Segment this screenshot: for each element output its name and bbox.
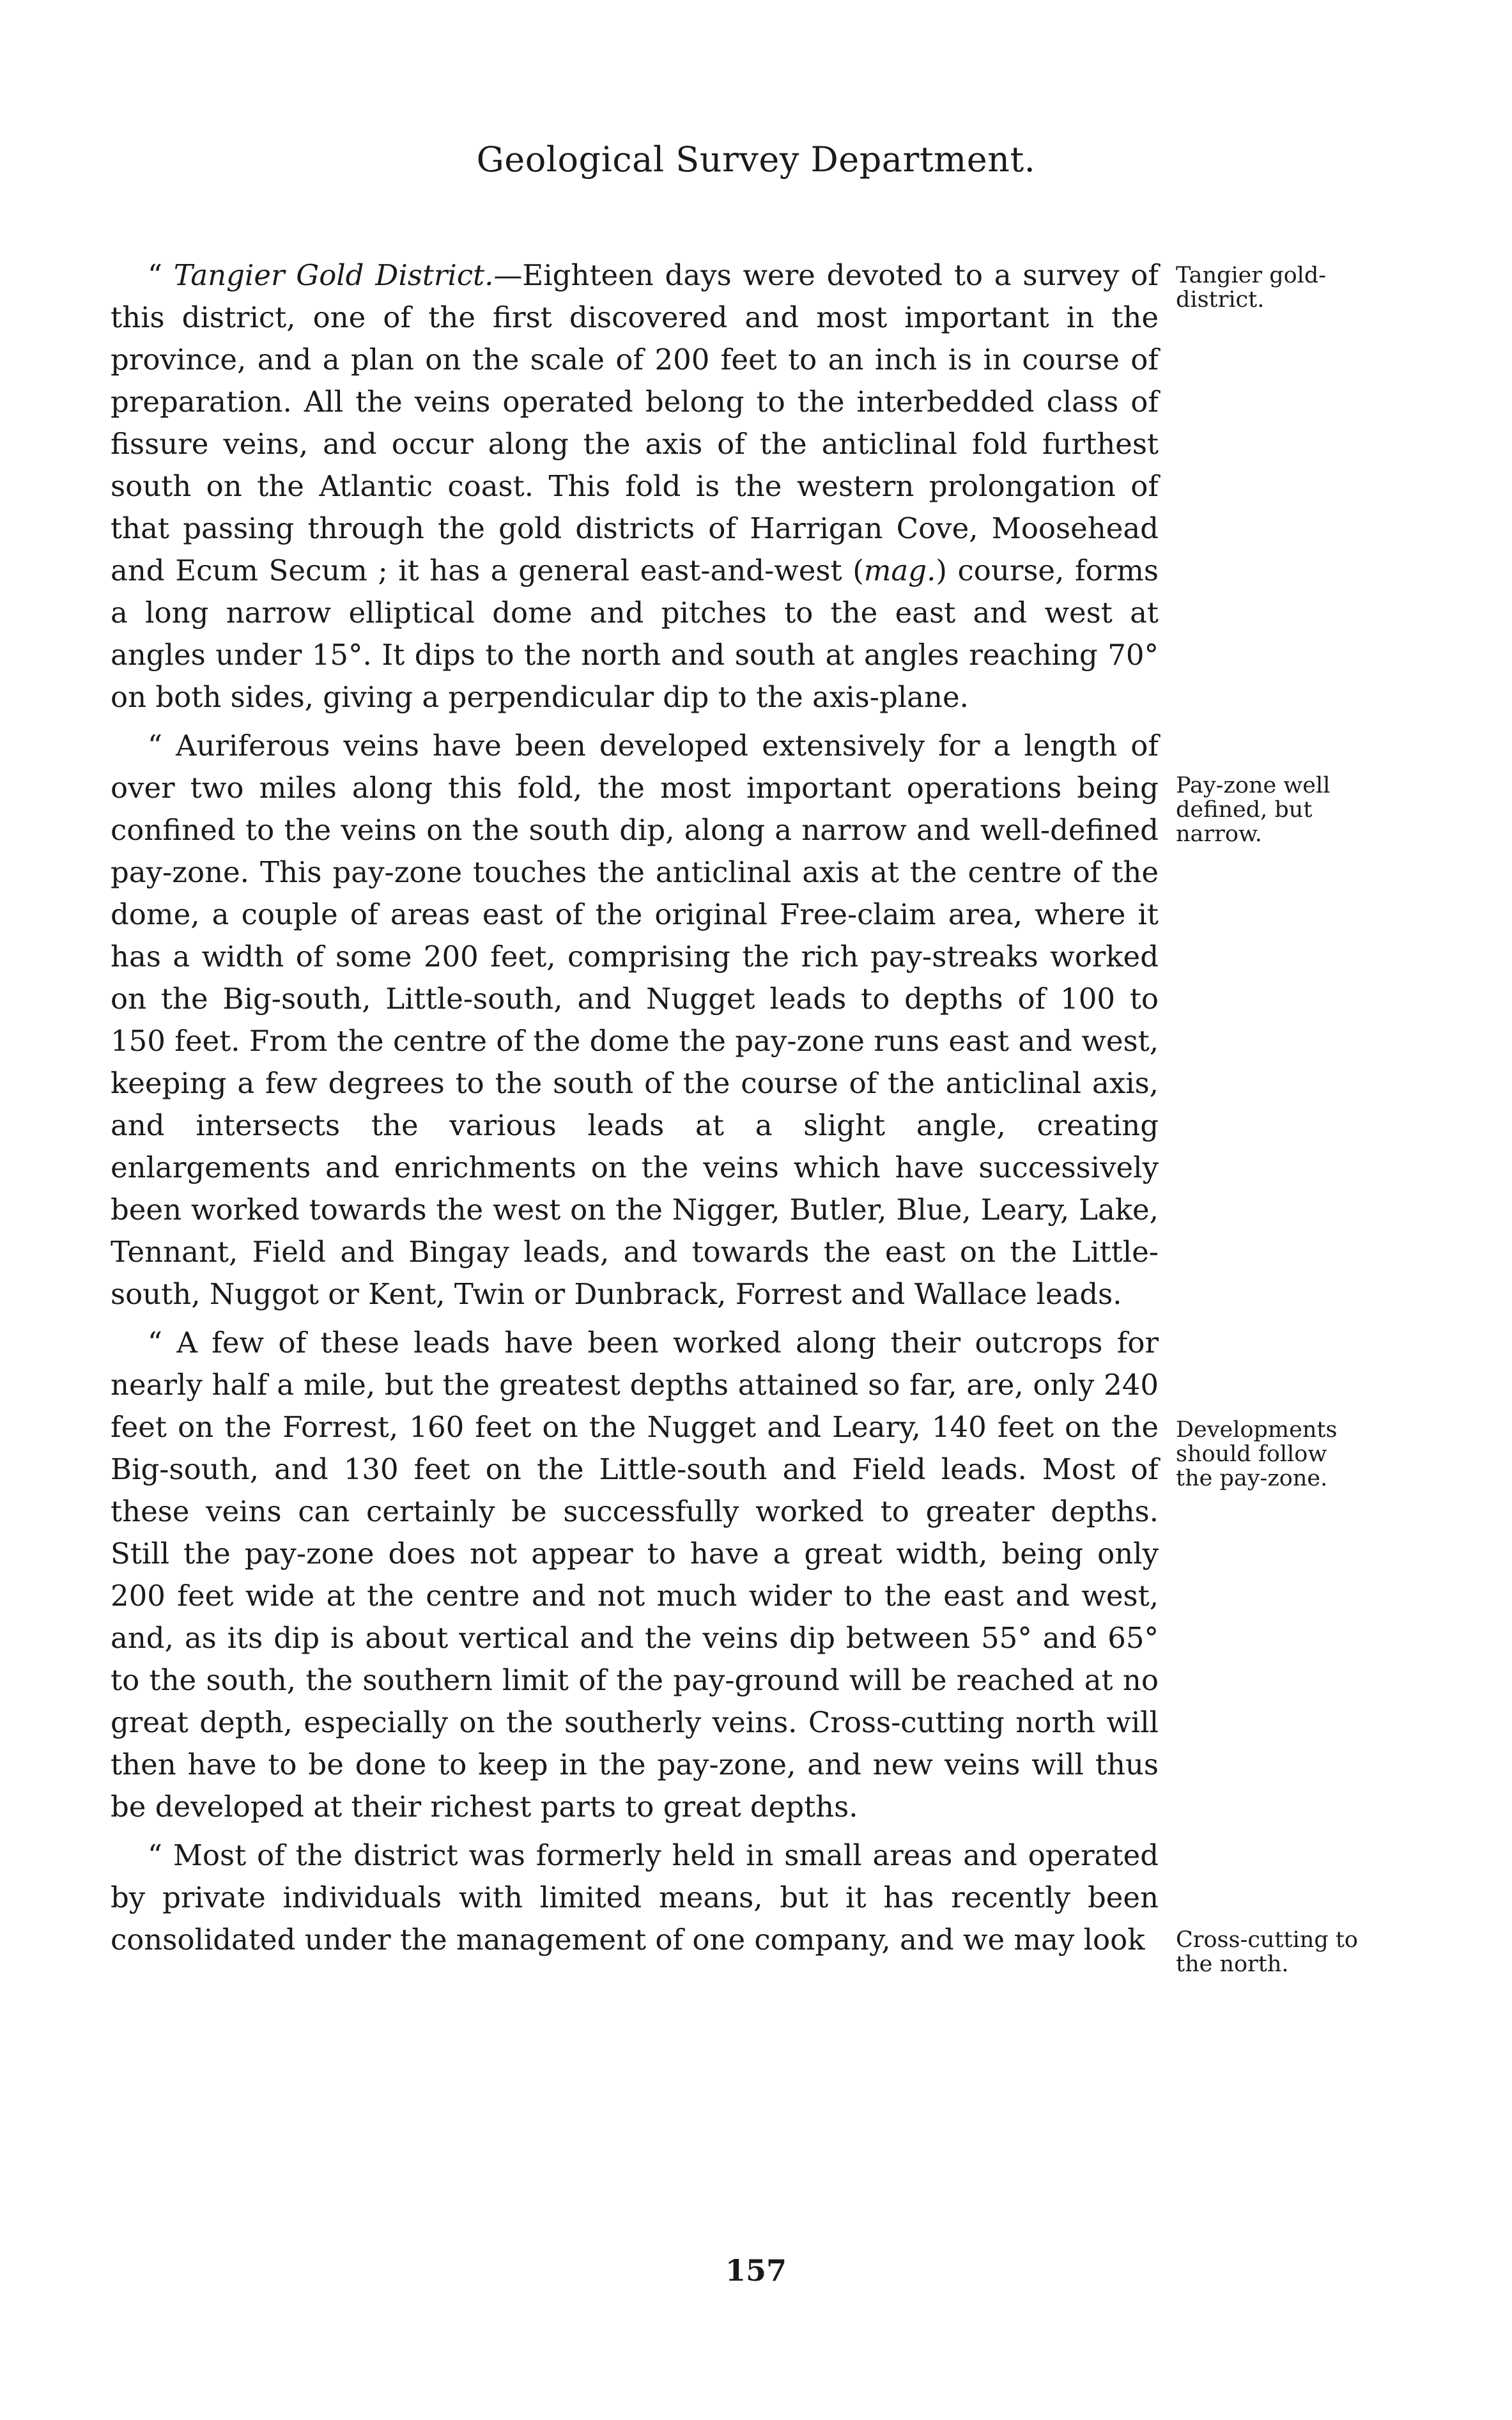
section-lead: Tangier Gold District. [173, 258, 494, 292]
paragraph-text: —Eighteen days were devoted to a survey of this district, one of the first discovered and most important in the province, and a plan on the scale of 200 feet to an inch is in course of preparation. All the veins operated belong to the interbedded class of fissure veins, and occur along the axis of the anticlinal fold furthest south on the Atlantic coast. This fold is the western prolongation of that passing through the gold districts of Harrigan Cove, Moosehead and Ecum Secum ; it has a general east-and-west ( [111, 258, 1159, 587]
paragraph-tangier-gold-district [111, 254, 1159, 718]
paragraph-text-continued: ) course, forms a long narrow elliptical dome and pitches to the east and west at angles under 15°. It dips to the north and south at angles reaching 70° on both sides, giving a perpendicular dip to the axis-plane. [111, 554, 1159, 714]
margin-note-developments: Developments should follow the pay-zone. [1176, 1417, 1338, 1491]
paragraph-auriferous-veins: “ Auriferous veins have been developed extensively for a length of over two miles along this fold, the most important operations being confined to the veins on the south dip, along a narrow and well-defined pay-zone. This pay-zone touches the anticlinal axis at the centre of the dome, a couple of areas east of the original Free-claim area, where it has a width of some 200 feet, comprising the rich pay-streaks worked on the Big-south, Little-south, and Nugget leads to depths of 100 to 150 feet. From the centre of the dome the pay-zone runs east and west, keeping a few degrees to the south of the course of the anticlinal axis, and intersects the various leads at a slight angle, creating enlargements and enrichments on the veins which have successively been worked towards the west on the Nigger, Butler, Blue, Leary, Lake, Tennant, Field and Bingay leads, and towards the east on the Little-south, Nuggot or Kent, Twin or Dunbrack, Forrest and Wallace leads. [111, 729, 1159, 1311]
margin-note-cross-cutting: Cross-cutting to the north. [1176, 1927, 1359, 1977]
abbreviation-mag: mag. [863, 554, 936, 587]
page-number: 157 [725, 2253, 787, 2288]
body-text [111, 254, 1159, 1967]
margin-note-tangier: Tangier gold-district. [1176, 263, 1327, 313]
open-quote: “ [148, 258, 174, 292]
margin-note-pay-zone: Pay-zone well defined, but narrow. [1176, 773, 1331, 847]
paragraph-district-held: “ Most of the district was formerly held in small areas and operated by private individuals with limited means, but it has recently been consolidated under the management of one company, and we may look [111, 1838, 1159, 1957]
page-header-title: Geological Survey Department. [476, 139, 1036, 180]
paragraph-leads-worked: “ A few of these leads have been worked along their outcrops for nearly half a mile, but the greatest depths attained so far, are, only 240 feet on the Forrest, 160 feet on the Nugget and Leary, 140 feet on the Big-south, and 130 feet on the Little-south and Field leads. Most of these veins can certainly be successfully worked to greater depths. Still the pay-zone does not appear to have a great width, being only 200 feet wide at the centre and not much wider to the east and west, and, as its dip is about vertical and the veins dip between 55° and 65° to the south, the southern limit of the pay-ground will be reached at no great depth, especially on the southerly veins. Cross-cutting north will then have to be done to keep in the pay-zone, and new veins will thus be developed at their richest parts to great depths. [111, 1326, 1159, 1824]
